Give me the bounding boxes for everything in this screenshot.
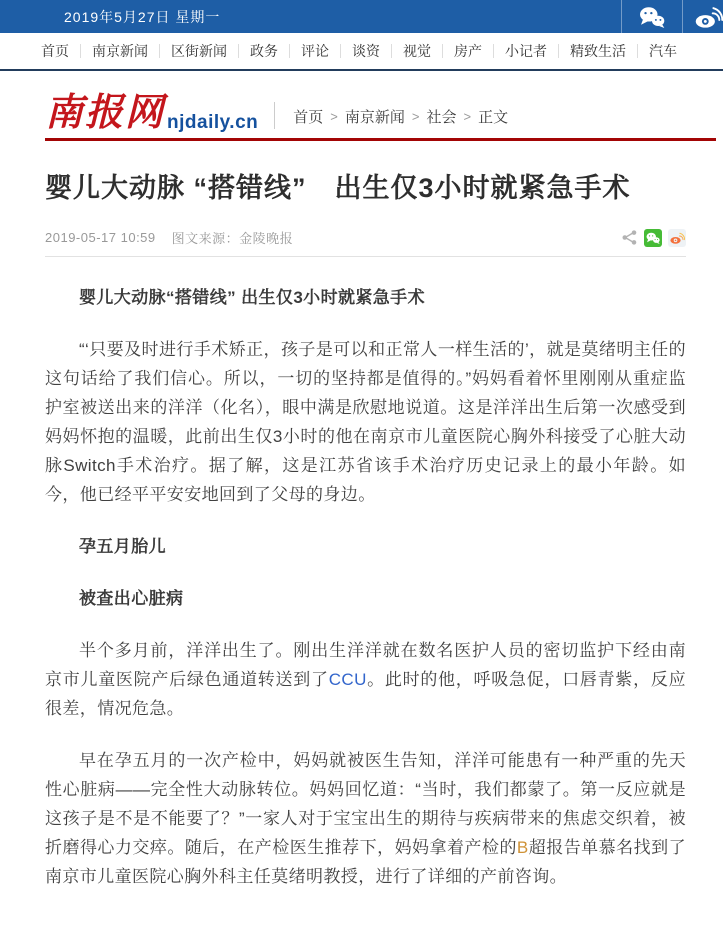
article-subheading: 婴儿大动脉“搭错线” 出生仅3小时就紧急手术 bbox=[79, 288, 425, 307]
masthead-divider bbox=[274, 102, 275, 129]
red-divider-rule bbox=[45, 138, 716, 141]
breadcrumb-society[interactable]: 社会 bbox=[426, 109, 457, 126]
ccu-link[interactable]: CCU bbox=[328, 670, 367, 689]
nav-item-gov-affairs[interactable]: 政务 bbox=[239, 44, 290, 58]
breadcrumb-separator: > bbox=[463, 109, 472, 124]
share-icon[interactable] bbox=[620, 229, 638, 247]
paragraph-text: 早在孕五月的一次产检中，妈妈就被医生告知，洋洋可能患有一种严重的先天性心脏病——完全性大动脉转位。妈妈回忆道：“当时，我们都蒙了。第一反应就是这孩子是不是不能要了？”一家人对于宝宝出生的期待与疾病带来的焦虑交织着，被折磨得心力交瘁。随后，在产检医生推荐下，妈妈拿着产检的 bbox=[45, 751, 686, 857]
nav-item-auto[interactable]: 汽车 bbox=[649, 43, 677, 59]
main-nav bbox=[0, 33, 723, 71]
article-paragraph: “‘只要及时进行手术矫正，孩子是可以和正常人一样生活的’，就是莫绪明主任的这句话给了我们信心。所以，一切的坚持都是值得的。”妈妈看着怀里刚刚从重症监护室被送出来的洋洋（化名），眼中满是欣慰地说道。这是洋洋出生后第一次感受到妈妈怀抱的温暖，此前出生仅3小时的他在南京市儿童医院心胸外科接受了心脏大动脉Switch手术治疗。据了解，这是江苏省该手术治疗历史记录上的最小年龄。如今，他已经平平安安地回到了父母的身边。 bbox=[45, 340, 686, 504]
paragraph-text: 。此时的他，呼吸急促，口唇青紫，反应很差，情况危急。 bbox=[45, 670, 686, 718]
share-toolbar bbox=[620, 229, 686, 247]
breadcrumb-current: 正文 bbox=[478, 109, 509, 126]
breadcrumb-separator: > bbox=[411, 109, 420, 124]
wechat-icon[interactable] bbox=[644, 229, 662, 247]
wechat-icon[interactable] bbox=[621, 0, 682, 33]
breadcrumb-nanjing-news[interactable]: 南京新闻 bbox=[344, 109, 405, 126]
masthead bbox=[0, 71, 723, 138]
weibo-icon[interactable] bbox=[668, 229, 686, 247]
breadcrumb-separator: > bbox=[330, 109, 338, 124]
site-logo-text: 南报网 bbox=[45, 92, 166, 134]
nav-item-fine-living[interactable]: 精致生活 bbox=[559, 44, 638, 58]
publish-date: 2019-05-17 10:59 bbox=[45, 230, 156, 245]
article-section-heading: 被查出心脏病 bbox=[79, 589, 184, 608]
nav-item-junior-reporter[interactable]: 小记者 bbox=[494, 44, 559, 58]
topbar bbox=[0, 0, 723, 33]
site-logo[interactable] bbox=[45, 94, 258, 132]
article-source: 图文来源：金陵晚报 bbox=[171, 231, 294, 246]
nav-item-home[interactable]: 首页 bbox=[30, 44, 81, 58]
article-section-heading: 孕五月胎儿 bbox=[79, 537, 166, 556]
article-meta bbox=[45, 228, 686, 247]
topbar-social-icons bbox=[621, 0, 723, 33]
nav-item-tanzi[interactable]: 谈资 bbox=[341, 44, 392, 58]
b-ultrasound-keyword-link[interactable]: B bbox=[516, 838, 529, 857]
nav-item-nanjing-news[interactable]: 南京新闻 bbox=[81, 44, 160, 58]
article-paragraph bbox=[45, 746, 686, 891]
article-title: 婴儿大动脉 “搭错线” 出生仅3小时就紧急手术 bbox=[45, 173, 631, 203]
topbar-date: 2019年5月27日 星期一 bbox=[64, 8, 221, 25]
meta-divider bbox=[45, 256, 686, 257]
article-body bbox=[45, 283, 686, 891]
breadcrumb-home[interactable]: 首页 bbox=[293, 109, 324, 126]
article bbox=[0, 170, 723, 934]
article-paragraph bbox=[45, 636, 686, 723]
nav-item-visual[interactable]: 视觉 bbox=[392, 44, 443, 58]
breadcrumb bbox=[293, 106, 508, 132]
nav-item-property[interactable]: 房产 bbox=[443, 44, 494, 58]
paragraph-text: 超报告单慕名找到了南京市儿童医院心胸外科主任莫绪明教授，进行了详细的产前咨询。 bbox=[45, 838, 686, 886]
weibo-icon[interactable] bbox=[682, 0, 723, 33]
nav-item-district-news[interactable]: 区街新闻 bbox=[160, 44, 239, 58]
paragraph-text: 半个多月前，洋洋出生了。刚出生洋洋就在数名医护人员的密切监护下经由南京市儿童医院产后绿色通道转送到了 bbox=[45, 641, 686, 689]
site-logo-domain: njdaily.cn bbox=[167, 112, 259, 133]
nav-item-comment[interactable]: 评论 bbox=[290, 44, 341, 58]
